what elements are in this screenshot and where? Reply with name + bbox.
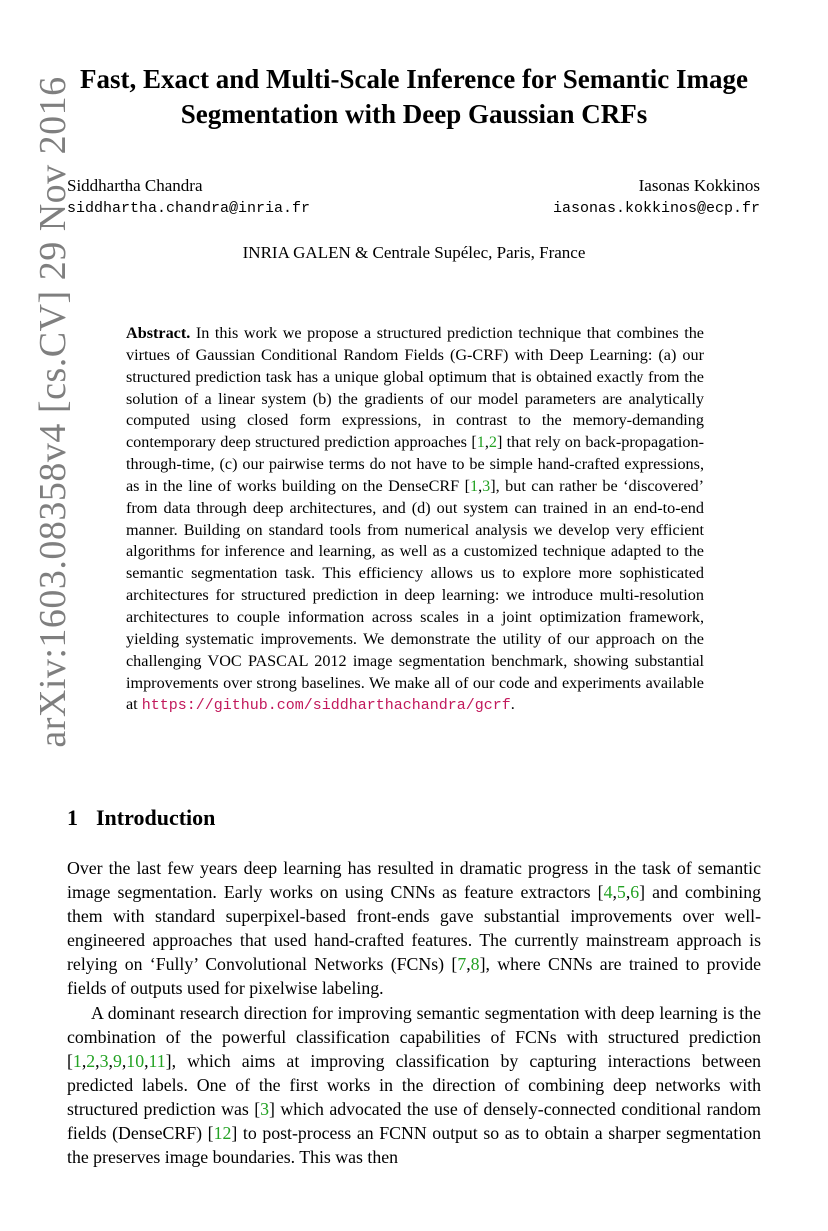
abstract	[126, 323, 704, 717]
paragraph-text: ] and combining them with standard superpixel-based front-ends gave substantial improvements over well-engineered approaches that used hand-crafted features. The currently mainstream approach is relying on ‘Fully’ Convolutional Networks (FCNs) [	[67, 882, 761, 975]
citation-link[interactable]: 4	[603, 882, 613, 903]
section-title: Introduction	[96, 805, 216, 830]
paragraph-text: A dominant research direction for improving semantic segmentation with deep learning is the combination of the powerful classification capabilities of FCNs with structured prediction [	[67, 1002, 761, 1071]
abstract-text: ,	[484, 433, 489, 452]
author-block-1	[67, 176, 310, 219]
citation-link[interactable]: 2	[86, 1050, 96, 1071]
paragraph-text: Over the last few years deep learning has resulted in dramatic progress in the task of semantic image segmentation. Early works on using CNNs as feature extractors [	[67, 858, 761, 903]
paragraph-text: ,	[81, 1050, 87, 1071]
paragraph-text: ], which aims at improving classification by capturing interactions between predicted labels. One of the first works in the direction of combining deep networks with structured prediction was [	[67, 1050, 761, 1119]
section-number: 1	[67, 805, 78, 830]
section-heading	[67, 805, 215, 831]
paragraph-text: ,	[121, 1050, 127, 1071]
paper-title: Fast, Exact and Multi-Scale Inference for Semantic Image Segmentation with Deep Gaussian CRFs	[80, 64, 748, 129]
paragraph-text: ,	[144, 1050, 149, 1071]
citation-link[interactable]: 3	[99, 1050, 109, 1071]
citation-link[interactable]: 10	[126, 1050, 145, 1071]
citation-link[interactable]: 12	[213, 1123, 232, 1144]
arxiv-stamp: arXiv:1603.08358v4 [cs.CV] 29 Nov 2016	[32, 76, 74, 748]
citation-link[interactable]: 7	[457, 954, 467, 975]
affiliation: INRIA GALEN & Centrale Supélec, Paris, France	[242, 243, 586, 262]
code-repo-link[interactable]: https://github.com/siddharthachandra/gcrf	[141, 697, 511, 715]
citation-link[interactable]: 2	[488, 433, 497, 452]
paragraph-text: ,	[466, 954, 471, 975]
citation-link[interactable]: 3	[260, 1098, 270, 1119]
body-text	[67, 856, 761, 1169]
author-email[interactable]: iasonas.kokkinos@ecp.fr	[552, 200, 760, 217]
paragraph-text: ,	[625, 882, 631, 903]
paragraph-text: ,	[95, 1050, 100, 1071]
author-name: Iasonas Kokkinos	[638, 176, 760, 195]
abstract-text: ,	[478, 476, 483, 495]
citation-link[interactable]: 8	[470, 954, 480, 975]
paragraph-text: ,	[108, 1050, 113, 1071]
citation-link[interactable]: 6	[630, 882, 640, 903]
citation-link[interactable]: 5	[616, 882, 626, 903]
abstract-text: ] that rely on back-propagation-through-time, (c) our pairwise terms do not have to be simple hand-crafted expressions, as in the line of works building on the DenseCRF [	[126, 433, 704, 495]
citation-link[interactable]: 9	[112, 1050, 122, 1071]
paragraph-text: ,	[612, 882, 617, 903]
abstract-label: Abstract.	[126, 324, 191, 342]
paragraph	[67, 856, 761, 1001]
citation-link[interactable]: 1	[72, 1050, 82, 1071]
citation-link[interactable]: 3	[482, 476, 491, 495]
author-block-2	[553, 176, 760, 219]
abstract-text: .	[510, 695, 515, 714]
citation-link[interactable]: 1	[470, 476, 479, 495]
paragraph-text: ] to post-process an FCNN output so as to obtain a sharper segmentation the preserves image boundaries. This was then	[67, 1123, 761, 1168]
paragraph-text: ], where CNNs are trained to provide fields of outputs used for pixelwise labeling.	[67, 954, 761, 999]
author-name: Siddhartha Chandra	[67, 176, 203, 195]
citation-link[interactable]: 11	[148, 1050, 166, 1071]
author-email[interactable]: siddhartha.chandra@inria.fr	[67, 200, 311, 217]
abstract-text: In this work we propose a structured prediction technique that combines the virtues of Gaussian Conditional Random Fields (G-CRF) with Deep Learning: (a) our structured prediction task has a unique global optimum that is obtained exactly from the solution of a linear system (b) the gradients of our model parameters are analytically computed using closed form expressions, in contrast to the memory-demanding contemporary deep structured prediction approaches [	[126, 324, 704, 452]
paragraph-text: ] which advocated the use of densely-connected conditional random fields (DenseCRF) [	[67, 1098, 761, 1144]
citation-link[interactable]: 1	[476, 433, 485, 452]
paragraph	[67, 1001, 761, 1170]
abstract-text: ], but can rather be ‘discovered’ from data through deep architectures, and (d) out system can trained in an end-to-end manner. Building on standard tools from numerical analysis we develop very efficient algorithms for inference and learning, as well as a customized technique adapted to the semantic segmentation task. This efficiency allows us to explore more sophisticated architectures for structured prediction in deep learning: we introduce multi-resolution architectures to couple information across scales in a joint optimization framework, yielding systematic improvements. We demonstrate the utility of our approach on the challenging VOC PASCAL 2012 image segmentation benchmark, showing substantial improvements over strong baselines. We make all of our code and experiments available at	[126, 476, 704, 714]
